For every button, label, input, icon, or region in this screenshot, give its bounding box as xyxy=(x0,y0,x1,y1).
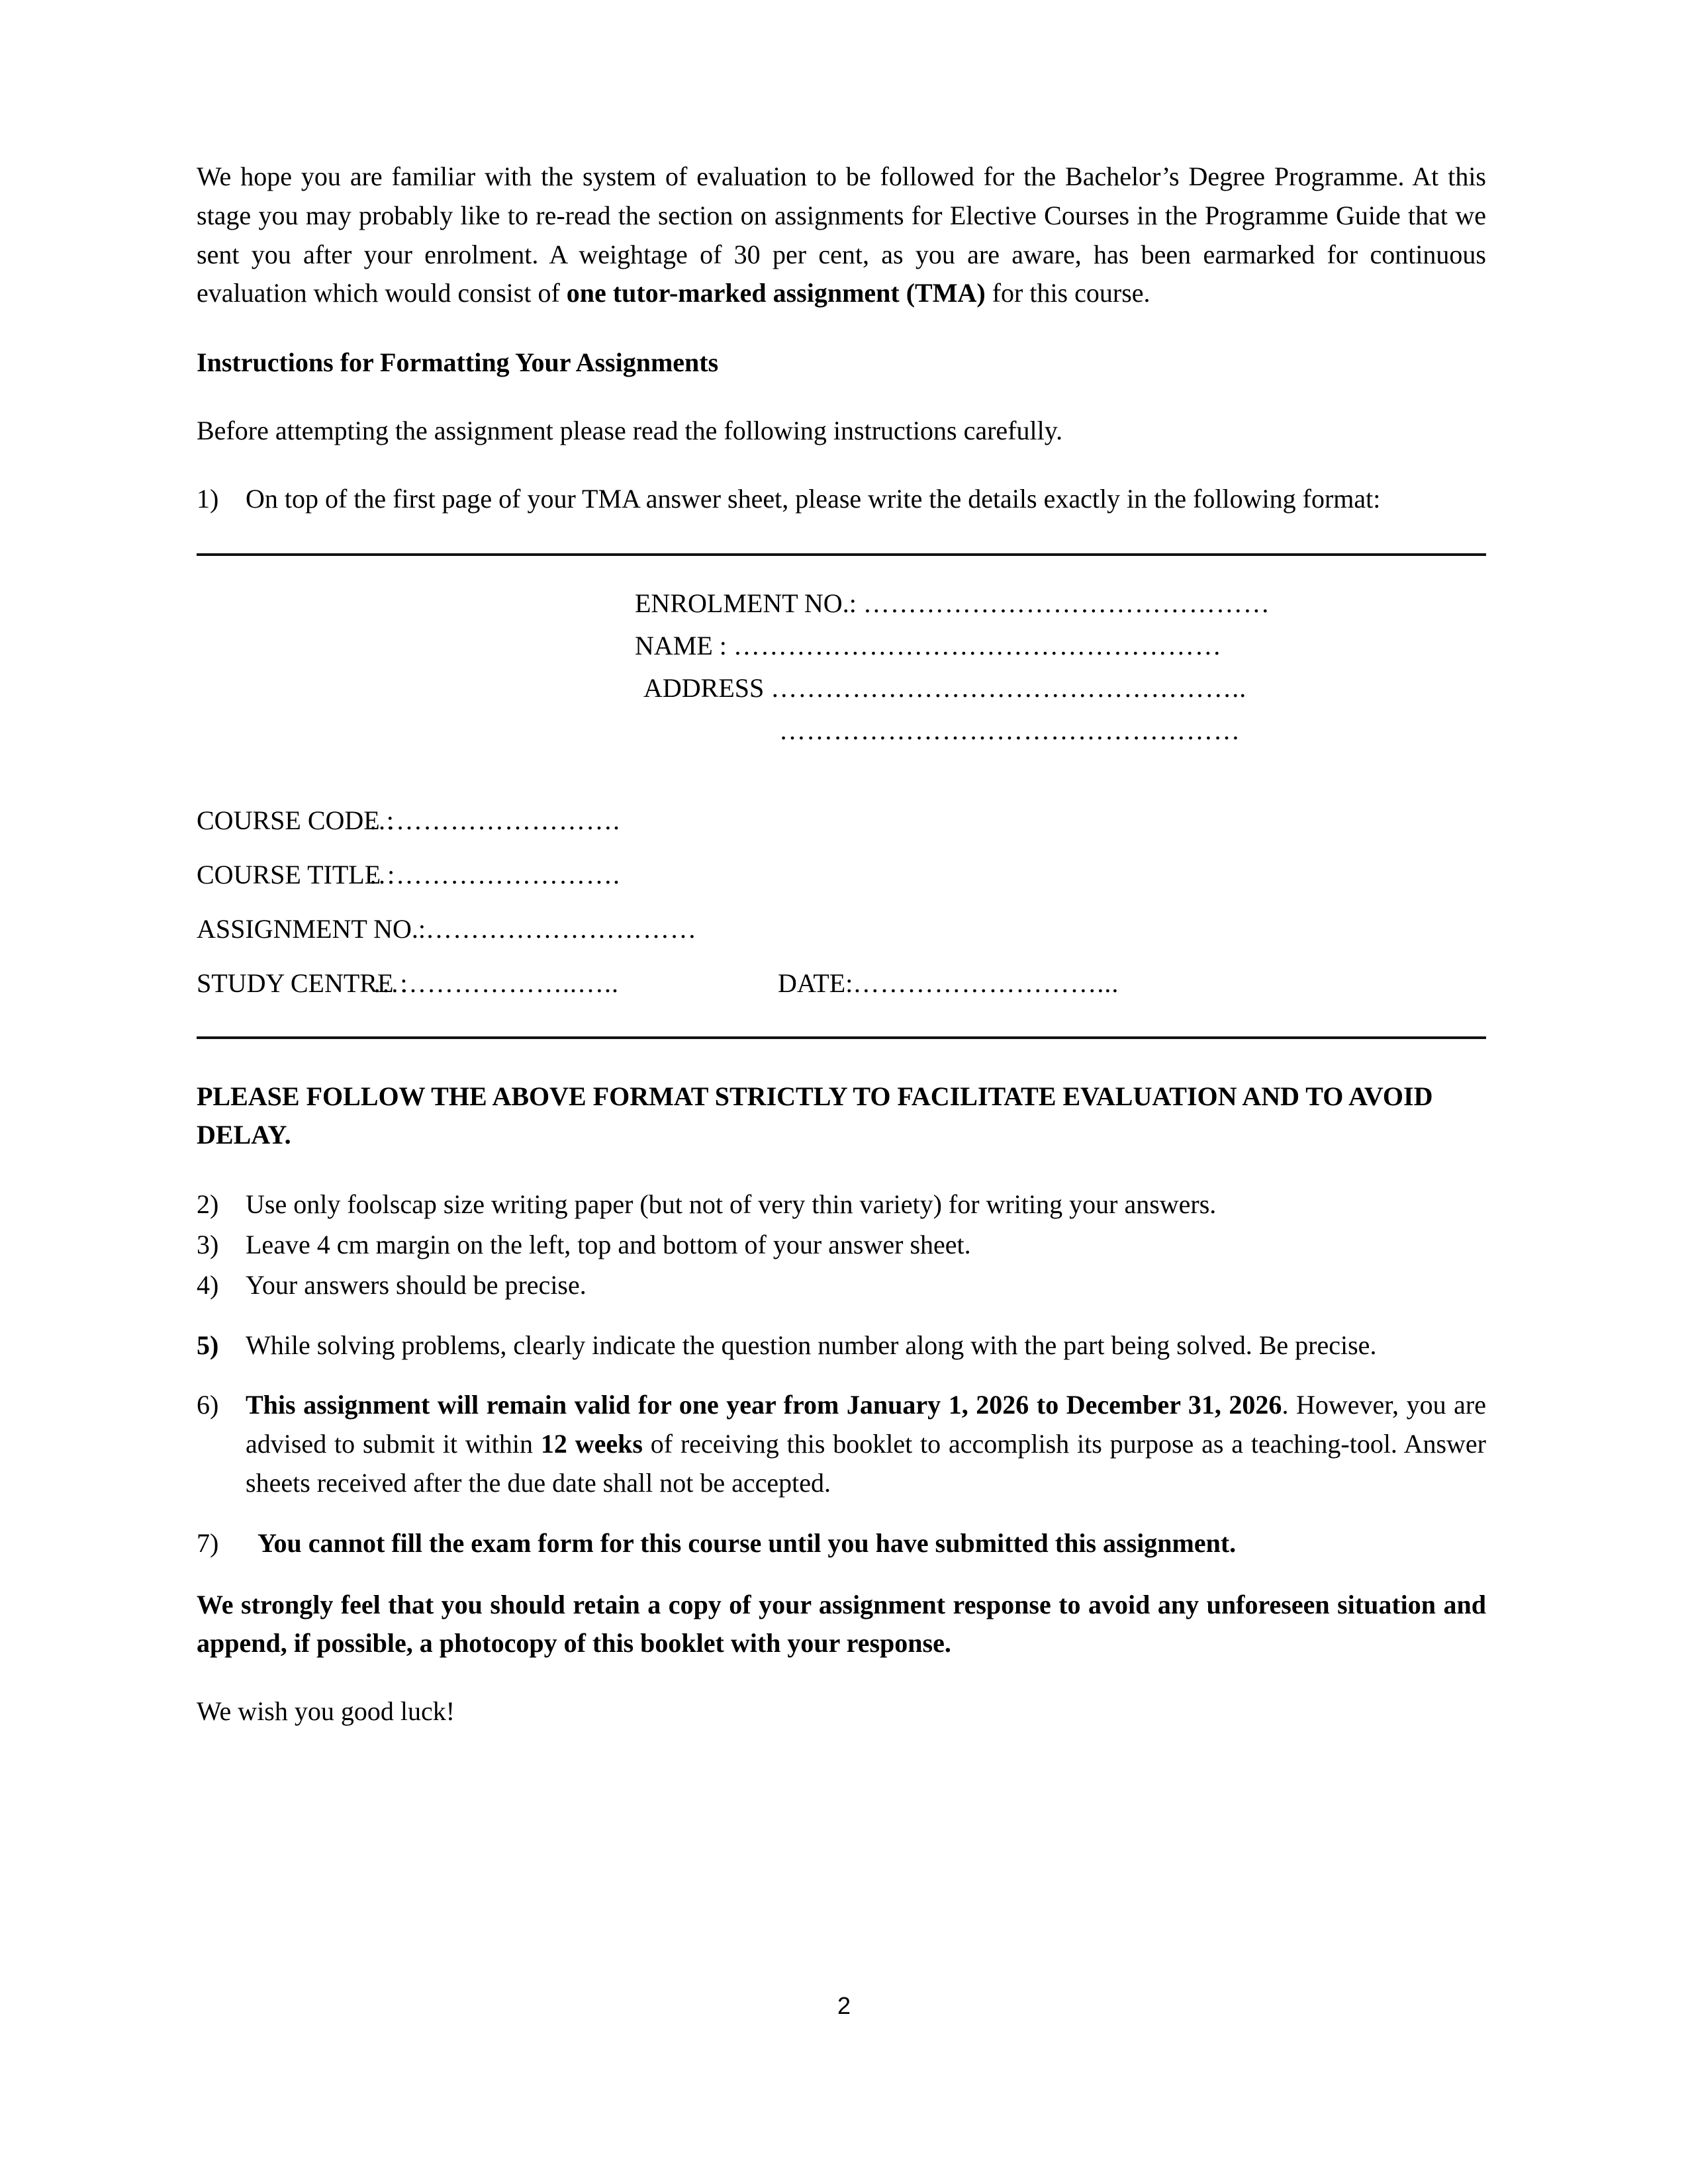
list-item-2 xyxy=(197,1185,1486,1224)
list-item-5 xyxy=(197,1326,1486,1365)
course-code-label: COURSE CODE : xyxy=(197,807,394,834)
list-text-1: On top of the first page of your TMA answer sheet, please write the details exactly in the following format: xyxy=(246,483,1381,514)
form-field-assignment-no xyxy=(197,916,1486,942)
address-dots-line2[interactable]: …………………………………………… xyxy=(779,717,1241,744)
list-item-4 xyxy=(197,1266,1486,1305)
lead-line: Before attempting the assignment please read the following instructions carefully. xyxy=(197,415,1063,445)
instructions-list xyxy=(197,1185,1486,1563)
form-field-name xyxy=(197,633,1486,659)
form-field-address xyxy=(197,675,1486,702)
form-field-address-line2 xyxy=(197,717,1486,744)
intro-paragraph xyxy=(197,158,1486,313)
assignment-no-dots[interactable]: ………………………… xyxy=(425,915,697,942)
list-item-6 xyxy=(197,1386,1486,1502)
form-field-study-centre-and-date xyxy=(197,970,1486,997)
page-content xyxy=(197,158,1486,1731)
form-field-course-code xyxy=(197,807,1486,834)
item6-bold-weeks: 12 weeks xyxy=(540,1429,643,1459)
item6-bold-lead: This assignment will remain valid for one year from January 1, 2026 to December 31, 2026 xyxy=(246,1390,1282,1420)
intro-text-part1: We hope you are familiar with the system of evaluation to be followed for the Bachelor’s Degree Programme. At this stage you may probably like to re-read the section on assignments for Elective Courses in the Programme Guide that we sent you after your enrolment. A weightage of 30 per cent, as you are aware, has been earmarked for continuous evaluation which would consist of xyxy=(197,161,1486,308)
name-dots[interactable]: ……………………………………………… xyxy=(733,632,1222,659)
list-text-7 xyxy=(258,1524,1486,1563)
list-marker-4: 4) xyxy=(197,1269,219,1300)
list-marker-6: 6) xyxy=(197,1390,219,1420)
list-marker-7: 7) xyxy=(197,1527,219,1558)
closing-bold-paragraph: We strongly feel that you should retain a copy of your assignment response to avoid any unforeseen situation and append, if possible, a photocopy of this booklet with your response. xyxy=(197,1589,1486,1659)
form-field-enrolment-no xyxy=(197,590,1486,617)
enrolment-no-label: ENROLMENT NO.: xyxy=(635,590,857,617)
intro-text-part2: for this course. xyxy=(985,278,1150,308)
list-marker-2: 2) xyxy=(197,1189,219,1220)
intro-text-bold: one tutor-marked assignment (TMA) xyxy=(566,278,986,308)
list-text-3: Leave 4 cm margin on the left, top and bottom of your answer sheet. xyxy=(246,1229,971,1259)
item6-after-bold: . However, you are advised to submit it within xyxy=(246,1390,1486,1459)
list-marker-5-label: 5) xyxy=(197,1330,219,1360)
list-text-6 xyxy=(246,1386,1486,1502)
course-title-dots[interactable]: ………………………. xyxy=(369,861,620,888)
list-item-7 xyxy=(197,1524,1486,1563)
address-label: ADDRESS xyxy=(643,674,765,702)
list-text-2: Use only foolscap size writing paper (but not of very thin variety) for writing your answers. xyxy=(246,1189,1217,1220)
assignment-no-label: ASSIGNMENT NO.: xyxy=(197,915,426,942)
date-label: DATE: xyxy=(778,970,853,997)
enrolment-no-dots[interactable]: ……………………………………… xyxy=(863,590,1270,617)
form-block-upper xyxy=(197,556,1486,744)
item7-bold-text: You cannot fill the exam form for this course until you have submitted this assignment. xyxy=(258,1527,1237,1558)
list-text-4: Your answers should be precise. xyxy=(246,1269,586,1300)
please-follow-notice: PLEASE FOLLOW THE ABOVE FORMAT STRICTLY TO FACILITATE EVALUATION AND TO AVOID DELAY. xyxy=(197,1081,1433,1150)
section-heading: Instructions for Formatting Your Assignments xyxy=(197,347,719,378)
page-number: 2 xyxy=(837,1992,851,2019)
list-marker-1: 1) xyxy=(197,483,219,514)
date-dots[interactable]: ………………………... xyxy=(853,970,1119,997)
list-text-5: While solving problems, clearly indicate the question number along with the part being solved. Be precise. xyxy=(246,1330,1377,1360)
course-title-label: COURSE TITLE : xyxy=(197,861,395,888)
course-code-dots[interactable]: ………………………. xyxy=(369,807,620,834)
list-marker-5 xyxy=(197,1326,246,1365)
list-item-3 xyxy=(197,1226,1486,1265)
list-item-1 xyxy=(197,480,1486,519)
study-centre-dots[interactable]: …………………..….. xyxy=(373,970,619,997)
list-marker-3: 3) xyxy=(197,1229,219,1259)
address-dots[interactable]: …………………………………………….. xyxy=(771,674,1247,702)
form-field-course-title xyxy=(197,862,1486,888)
form-block-lower xyxy=(197,744,1486,1036)
name-label: NAME : xyxy=(635,632,727,659)
form-rule-bottom xyxy=(197,1036,1486,1039)
item6-tail: of receiving this booklet to accomplish its purpose as a teaching-tool. Answer sheets received after the due date shall not be accepted. xyxy=(246,1429,1486,1498)
study-centre-label: STUDY CENTRE : xyxy=(197,970,408,997)
closing-plain-paragraph: We wish you good luck! xyxy=(197,1696,455,1727)
